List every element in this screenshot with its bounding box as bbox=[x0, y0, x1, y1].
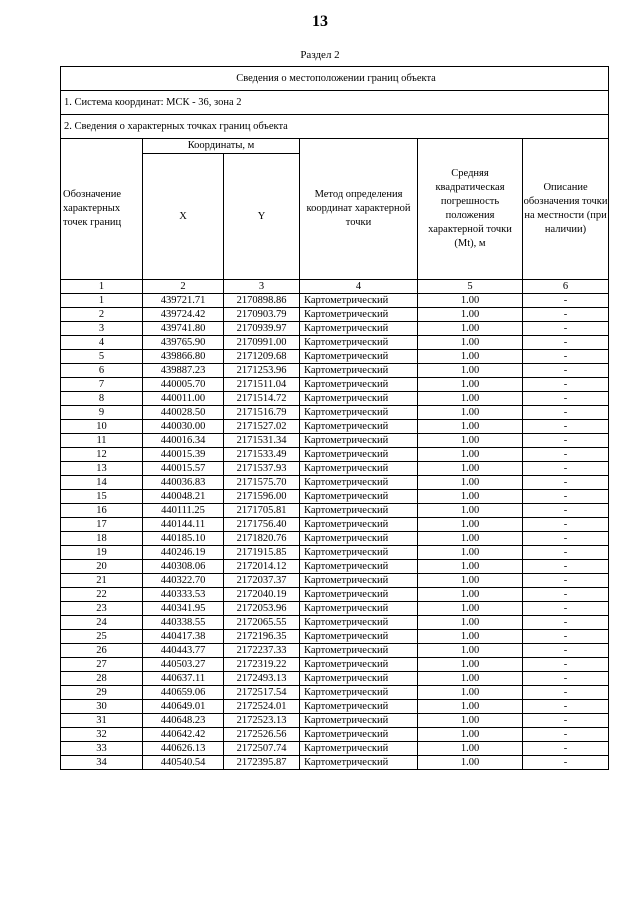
point-number: 5 bbox=[61, 350, 143, 364]
point-number: 23 bbox=[61, 602, 143, 616]
header-description: Описание обозначения точки на местности (при наличии) bbox=[523, 139, 609, 280]
coord-x: 440540.54 bbox=[143, 756, 224, 770]
coord-x: 440333.53 bbox=[143, 588, 224, 602]
coord-x: 440443.77 bbox=[143, 644, 224, 658]
error-mt: 1.00 bbox=[418, 420, 523, 434]
coord-y: 2171531.34 bbox=[224, 434, 300, 448]
coord-x: 440341.95 bbox=[143, 602, 224, 616]
coord-y: 2170898.86 bbox=[224, 294, 300, 308]
error-mt: 1.00 bbox=[418, 504, 523, 518]
table-row bbox=[61, 532, 609, 546]
error-mt: 1.00 bbox=[418, 364, 523, 378]
method: Картометрический bbox=[300, 588, 418, 602]
coord-x: 440659.06 bbox=[143, 686, 224, 700]
coord-y: 2171209.68 bbox=[224, 350, 300, 364]
point-number: 12 bbox=[61, 448, 143, 462]
point-description: - bbox=[523, 686, 609, 700]
table-row bbox=[61, 686, 609, 700]
boundary-points-table bbox=[60, 66, 609, 770]
point-description: - bbox=[523, 700, 609, 714]
point-description: - bbox=[523, 714, 609, 728]
point-number: 34 bbox=[61, 756, 143, 770]
error-mt: 1.00 bbox=[418, 644, 523, 658]
error-mt: 1.00 bbox=[418, 476, 523, 490]
table-row bbox=[61, 504, 609, 518]
method: Картометрический bbox=[300, 504, 418, 518]
method: Картометрический bbox=[300, 448, 418, 462]
coord-x: 440048.21 bbox=[143, 490, 224, 504]
coord-y: 2172040.19 bbox=[224, 588, 300, 602]
method: Картометрический bbox=[300, 560, 418, 574]
error-mt: 1.00 bbox=[418, 630, 523, 644]
table-row bbox=[61, 462, 609, 476]
point-description: - bbox=[523, 602, 609, 616]
error-mt: 1.00 bbox=[418, 336, 523, 350]
coord-x: 440144.11 bbox=[143, 518, 224, 532]
point-number: 30 bbox=[61, 700, 143, 714]
column-number: 1 bbox=[61, 280, 143, 294]
point-number: 9 bbox=[61, 406, 143, 420]
error-mt: 1.00 bbox=[418, 294, 523, 308]
table-row bbox=[61, 588, 609, 602]
coord-x: 439887.23 bbox=[143, 364, 224, 378]
table-row bbox=[61, 658, 609, 672]
coord-y: 2171514.72 bbox=[224, 392, 300, 406]
point-description: - bbox=[523, 504, 609, 518]
table-row bbox=[61, 574, 609, 588]
header-y: Y bbox=[224, 154, 300, 280]
coord-x: 440005.70 bbox=[143, 378, 224, 392]
method: Картометрический bbox=[300, 546, 418, 560]
point-description: - bbox=[523, 322, 609, 336]
point-description: - bbox=[523, 462, 609, 476]
table-row bbox=[61, 378, 609, 392]
header-point-designation: Обозначение характерных точек границ bbox=[61, 139, 143, 280]
table-row bbox=[61, 518, 609, 532]
table-body bbox=[61, 67, 609, 770]
point-number: 27 bbox=[61, 658, 143, 672]
point-description: - bbox=[523, 378, 609, 392]
method: Картометрический bbox=[300, 728, 418, 742]
coord-y: 2171533.49 bbox=[224, 448, 300, 462]
coord-y: 2172395.87 bbox=[224, 756, 300, 770]
point-number: 21 bbox=[61, 574, 143, 588]
coord-x: 440111.25 bbox=[143, 504, 224, 518]
error-mt: 1.00 bbox=[418, 602, 523, 616]
coord-y: 2171511.04 bbox=[224, 378, 300, 392]
error-mt: 1.00 bbox=[418, 560, 523, 574]
coord-y: 2172065.55 bbox=[224, 616, 300, 630]
error-mt: 1.00 bbox=[418, 700, 523, 714]
point-number: 16 bbox=[61, 504, 143, 518]
point-number: 32 bbox=[61, 728, 143, 742]
point-number: 28 bbox=[61, 672, 143, 686]
table-row bbox=[61, 434, 609, 448]
coord-y: 2171596.00 bbox=[224, 490, 300, 504]
method: Картометрический bbox=[300, 630, 418, 644]
point-number: 20 bbox=[61, 560, 143, 574]
coord-y: 2171575.70 bbox=[224, 476, 300, 490]
method: Картометрический bbox=[300, 756, 418, 770]
point-description: - bbox=[523, 616, 609, 630]
point-number: 19 bbox=[61, 546, 143, 560]
point-description: - bbox=[523, 644, 609, 658]
method: Картометрический bbox=[300, 322, 418, 336]
error-mt: 1.00 bbox=[418, 532, 523, 546]
point-description: - bbox=[523, 434, 609, 448]
method: Картометрический bbox=[300, 714, 418, 728]
table-row bbox=[61, 672, 609, 686]
point-number: 25 bbox=[61, 630, 143, 644]
method: Картометрический bbox=[300, 658, 418, 672]
coord-y: 2172523.13 bbox=[224, 714, 300, 728]
method: Картометрический bbox=[300, 462, 418, 476]
method: Картометрический bbox=[300, 308, 418, 322]
coord-y: 2171820.76 bbox=[224, 532, 300, 546]
table-row bbox=[61, 406, 609, 420]
table-row bbox=[61, 728, 609, 742]
point-description: - bbox=[523, 350, 609, 364]
coord-x: 440642.42 bbox=[143, 728, 224, 742]
coord-x: 440322.70 bbox=[143, 574, 224, 588]
error-mt: 1.00 bbox=[418, 448, 523, 462]
error-mt: 1.00 bbox=[418, 574, 523, 588]
method: Картометрический bbox=[300, 364, 418, 378]
coord-x: 440637.11 bbox=[143, 672, 224, 686]
error-mt: 1.00 bbox=[418, 672, 523, 686]
points-heading: 2. Сведения о характерных точках границ объекта bbox=[61, 115, 609, 139]
point-number: 15 bbox=[61, 490, 143, 504]
point-description: - bbox=[523, 756, 609, 770]
error-mt: 1.00 bbox=[418, 742, 523, 756]
coord-y: 2172014.12 bbox=[224, 560, 300, 574]
point-description: - bbox=[523, 672, 609, 686]
coord-x: 440015.57 bbox=[143, 462, 224, 476]
coord-y: 2172319.22 bbox=[224, 658, 300, 672]
section-label: Раздел 2 bbox=[300, 49, 340, 61]
coord-x: 440649.01 bbox=[143, 700, 224, 714]
error-mt: 1.00 bbox=[418, 686, 523, 700]
point-description: - bbox=[523, 294, 609, 308]
column-numbers-row bbox=[61, 280, 609, 294]
table-row bbox=[61, 392, 609, 406]
error-mt: 1.00 bbox=[418, 378, 523, 392]
point-description: - bbox=[523, 658, 609, 672]
table-row bbox=[61, 350, 609, 364]
coord-x: 439721.71 bbox=[143, 294, 224, 308]
point-description: - bbox=[523, 742, 609, 756]
table-row bbox=[61, 448, 609, 462]
table-row bbox=[61, 742, 609, 756]
error-mt: 1.00 bbox=[418, 308, 523, 322]
point-number: 1 bbox=[61, 294, 143, 308]
table-row bbox=[61, 616, 609, 630]
error-mt: 1.00 bbox=[418, 658, 523, 672]
method: Картометрический bbox=[300, 518, 418, 532]
coord-y: 2171915.85 bbox=[224, 546, 300, 560]
column-number: 3 bbox=[224, 280, 300, 294]
error-mt: 1.00 bbox=[418, 714, 523, 728]
error-mt: 1.00 bbox=[418, 588, 523, 602]
point-description: - bbox=[523, 588, 609, 602]
method: Картометрический bbox=[300, 476, 418, 490]
table-row bbox=[61, 630, 609, 644]
header-error: Средняя квадратическая погрешность положения характерной точки (Mt), м bbox=[418, 139, 523, 280]
point-number: 10 bbox=[61, 420, 143, 434]
coord-y: 2170903.79 bbox=[224, 308, 300, 322]
method: Картометрический bbox=[300, 742, 418, 756]
method: Картометрический bbox=[300, 672, 418, 686]
error-mt: 1.00 bbox=[418, 350, 523, 364]
point-number: 33 bbox=[61, 742, 143, 756]
error-mt: 1.00 bbox=[418, 462, 523, 476]
table-row bbox=[61, 490, 609, 504]
coord-y: 2172196.35 bbox=[224, 630, 300, 644]
column-number: 2 bbox=[143, 280, 224, 294]
coord-x: 439866.80 bbox=[143, 350, 224, 364]
error-mt: 1.00 bbox=[418, 392, 523, 406]
coord-x: 440036.83 bbox=[143, 476, 224, 490]
coord-x: 440015.39 bbox=[143, 448, 224, 462]
point-number: 17 bbox=[61, 518, 143, 532]
coord-x: 440030.00 bbox=[143, 420, 224, 434]
point-description: - bbox=[523, 336, 609, 350]
point-number: 4 bbox=[61, 336, 143, 350]
coord-y: 2172237.33 bbox=[224, 644, 300, 658]
coord-x: 440648.23 bbox=[143, 714, 224, 728]
coord-y: 2171705.81 bbox=[224, 504, 300, 518]
point-description: - bbox=[523, 728, 609, 742]
point-number: 7 bbox=[61, 378, 143, 392]
method: Картометрический bbox=[300, 644, 418, 658]
page-number: 13 bbox=[312, 13, 328, 30]
coord-y: 2171527.02 bbox=[224, 420, 300, 434]
point-number: 13 bbox=[61, 462, 143, 476]
coord-y: 2172507.74 bbox=[224, 742, 300, 756]
coord-x: 440626.13 bbox=[143, 742, 224, 756]
method: Картометрический bbox=[300, 602, 418, 616]
point-description: - bbox=[523, 448, 609, 462]
point-description: - bbox=[523, 560, 609, 574]
table-row bbox=[61, 714, 609, 728]
point-description: - bbox=[523, 476, 609, 490]
point-description: - bbox=[523, 546, 609, 560]
error-mt: 1.00 bbox=[418, 546, 523, 560]
coord-x: 439741.80 bbox=[143, 322, 224, 336]
coord-y: 2170939.97 bbox=[224, 322, 300, 336]
table-row bbox=[61, 560, 609, 574]
point-number: 3 bbox=[61, 322, 143, 336]
coord-x: 440338.55 bbox=[143, 616, 224, 630]
point-description: - bbox=[523, 392, 609, 406]
point-description: - bbox=[523, 420, 609, 434]
point-description: - bbox=[523, 574, 609, 588]
method: Картометрический bbox=[300, 336, 418, 350]
table-row bbox=[61, 322, 609, 336]
header-method: Метод определения координат характерной точки bbox=[300, 139, 418, 280]
table-row bbox=[61, 602, 609, 616]
point-number: 18 bbox=[61, 532, 143, 546]
header-x: X bbox=[143, 154, 224, 280]
method: Картометрический bbox=[300, 532, 418, 546]
coord-x: 440246.19 bbox=[143, 546, 224, 560]
method: Картометрический bbox=[300, 406, 418, 420]
coord-x: 440417.38 bbox=[143, 630, 224, 644]
coord-y: 2171253.96 bbox=[224, 364, 300, 378]
error-mt: 1.00 bbox=[418, 518, 523, 532]
point-description: - bbox=[523, 518, 609, 532]
error-mt: 1.00 bbox=[418, 406, 523, 420]
point-number: 31 bbox=[61, 714, 143, 728]
method: Картометрический bbox=[300, 392, 418, 406]
table-row bbox=[61, 700, 609, 714]
column-number: 6 bbox=[523, 280, 609, 294]
coord-y: 2171537.93 bbox=[224, 462, 300, 476]
point-number: 8 bbox=[61, 392, 143, 406]
point-number: 11 bbox=[61, 434, 143, 448]
point-description: - bbox=[523, 532, 609, 546]
error-mt: 1.00 bbox=[418, 616, 523, 630]
coord-system: 1. Система координат: МСК - 36, зона 2 bbox=[61, 91, 609, 115]
coord-y: 2172517.54 bbox=[224, 686, 300, 700]
coord-y: 2172493.13 bbox=[224, 672, 300, 686]
method: Картометрический bbox=[300, 616, 418, 630]
table-title: Сведения о местоположении границ объекта bbox=[61, 67, 609, 91]
table-row bbox=[61, 336, 609, 350]
error-mt: 1.00 bbox=[418, 434, 523, 448]
point-description: - bbox=[523, 630, 609, 644]
table-row bbox=[61, 308, 609, 322]
coord-y: 2170991.00 bbox=[224, 336, 300, 350]
method: Картометрический bbox=[300, 378, 418, 392]
coord-y: 2171756.40 bbox=[224, 518, 300, 532]
coord-x: 440016.34 bbox=[143, 434, 224, 448]
table-row bbox=[61, 420, 609, 434]
method: Картометрический bbox=[300, 294, 418, 308]
method: Картометрический bbox=[300, 350, 418, 364]
coord-y: 2172037.37 bbox=[224, 574, 300, 588]
table-row bbox=[61, 476, 609, 490]
point-number: 22 bbox=[61, 588, 143, 602]
point-number: 6 bbox=[61, 364, 143, 378]
error-mt: 1.00 bbox=[418, 322, 523, 336]
point-number: 2 bbox=[61, 308, 143, 322]
error-mt: 1.00 bbox=[418, 756, 523, 770]
coord-x: 440028.50 bbox=[143, 406, 224, 420]
point-description: - bbox=[523, 490, 609, 504]
coord-y: 2172526.56 bbox=[224, 728, 300, 742]
table-row bbox=[61, 294, 609, 308]
table-row bbox=[61, 364, 609, 378]
coord-x: 440011.00 bbox=[143, 392, 224, 406]
column-number: 5 bbox=[418, 280, 523, 294]
coord-x: 439765.90 bbox=[143, 336, 224, 350]
error-mt: 1.00 bbox=[418, 728, 523, 742]
point-description: - bbox=[523, 308, 609, 322]
method: Картометрический bbox=[300, 490, 418, 504]
point-description: - bbox=[523, 406, 609, 420]
coord-y: 2171516.79 bbox=[224, 406, 300, 420]
error-mt: 1.00 bbox=[418, 490, 523, 504]
method: Картометрический bbox=[300, 434, 418, 448]
header-coordinates: Координаты, м bbox=[143, 139, 300, 154]
coord-x: 440185.10 bbox=[143, 532, 224, 546]
point-number: 26 bbox=[61, 644, 143, 658]
point-number: 24 bbox=[61, 616, 143, 630]
method: Картометрический bbox=[300, 686, 418, 700]
coord-x: 440308.06 bbox=[143, 560, 224, 574]
point-number: 29 bbox=[61, 686, 143, 700]
table-row bbox=[61, 644, 609, 658]
coord-y: 2172524.01 bbox=[224, 700, 300, 714]
method: Картометрический bbox=[300, 700, 418, 714]
point-number: 14 bbox=[61, 476, 143, 490]
point-description: - bbox=[523, 364, 609, 378]
coord-x: 439724.42 bbox=[143, 308, 224, 322]
coord-x: 440503.27 bbox=[143, 658, 224, 672]
table-row bbox=[61, 756, 609, 770]
method: Картометрический bbox=[300, 420, 418, 434]
coord-y: 2172053.96 bbox=[224, 602, 300, 616]
method: Картометрический bbox=[300, 574, 418, 588]
column-number: 4 bbox=[300, 280, 418, 294]
table-row bbox=[61, 546, 609, 560]
